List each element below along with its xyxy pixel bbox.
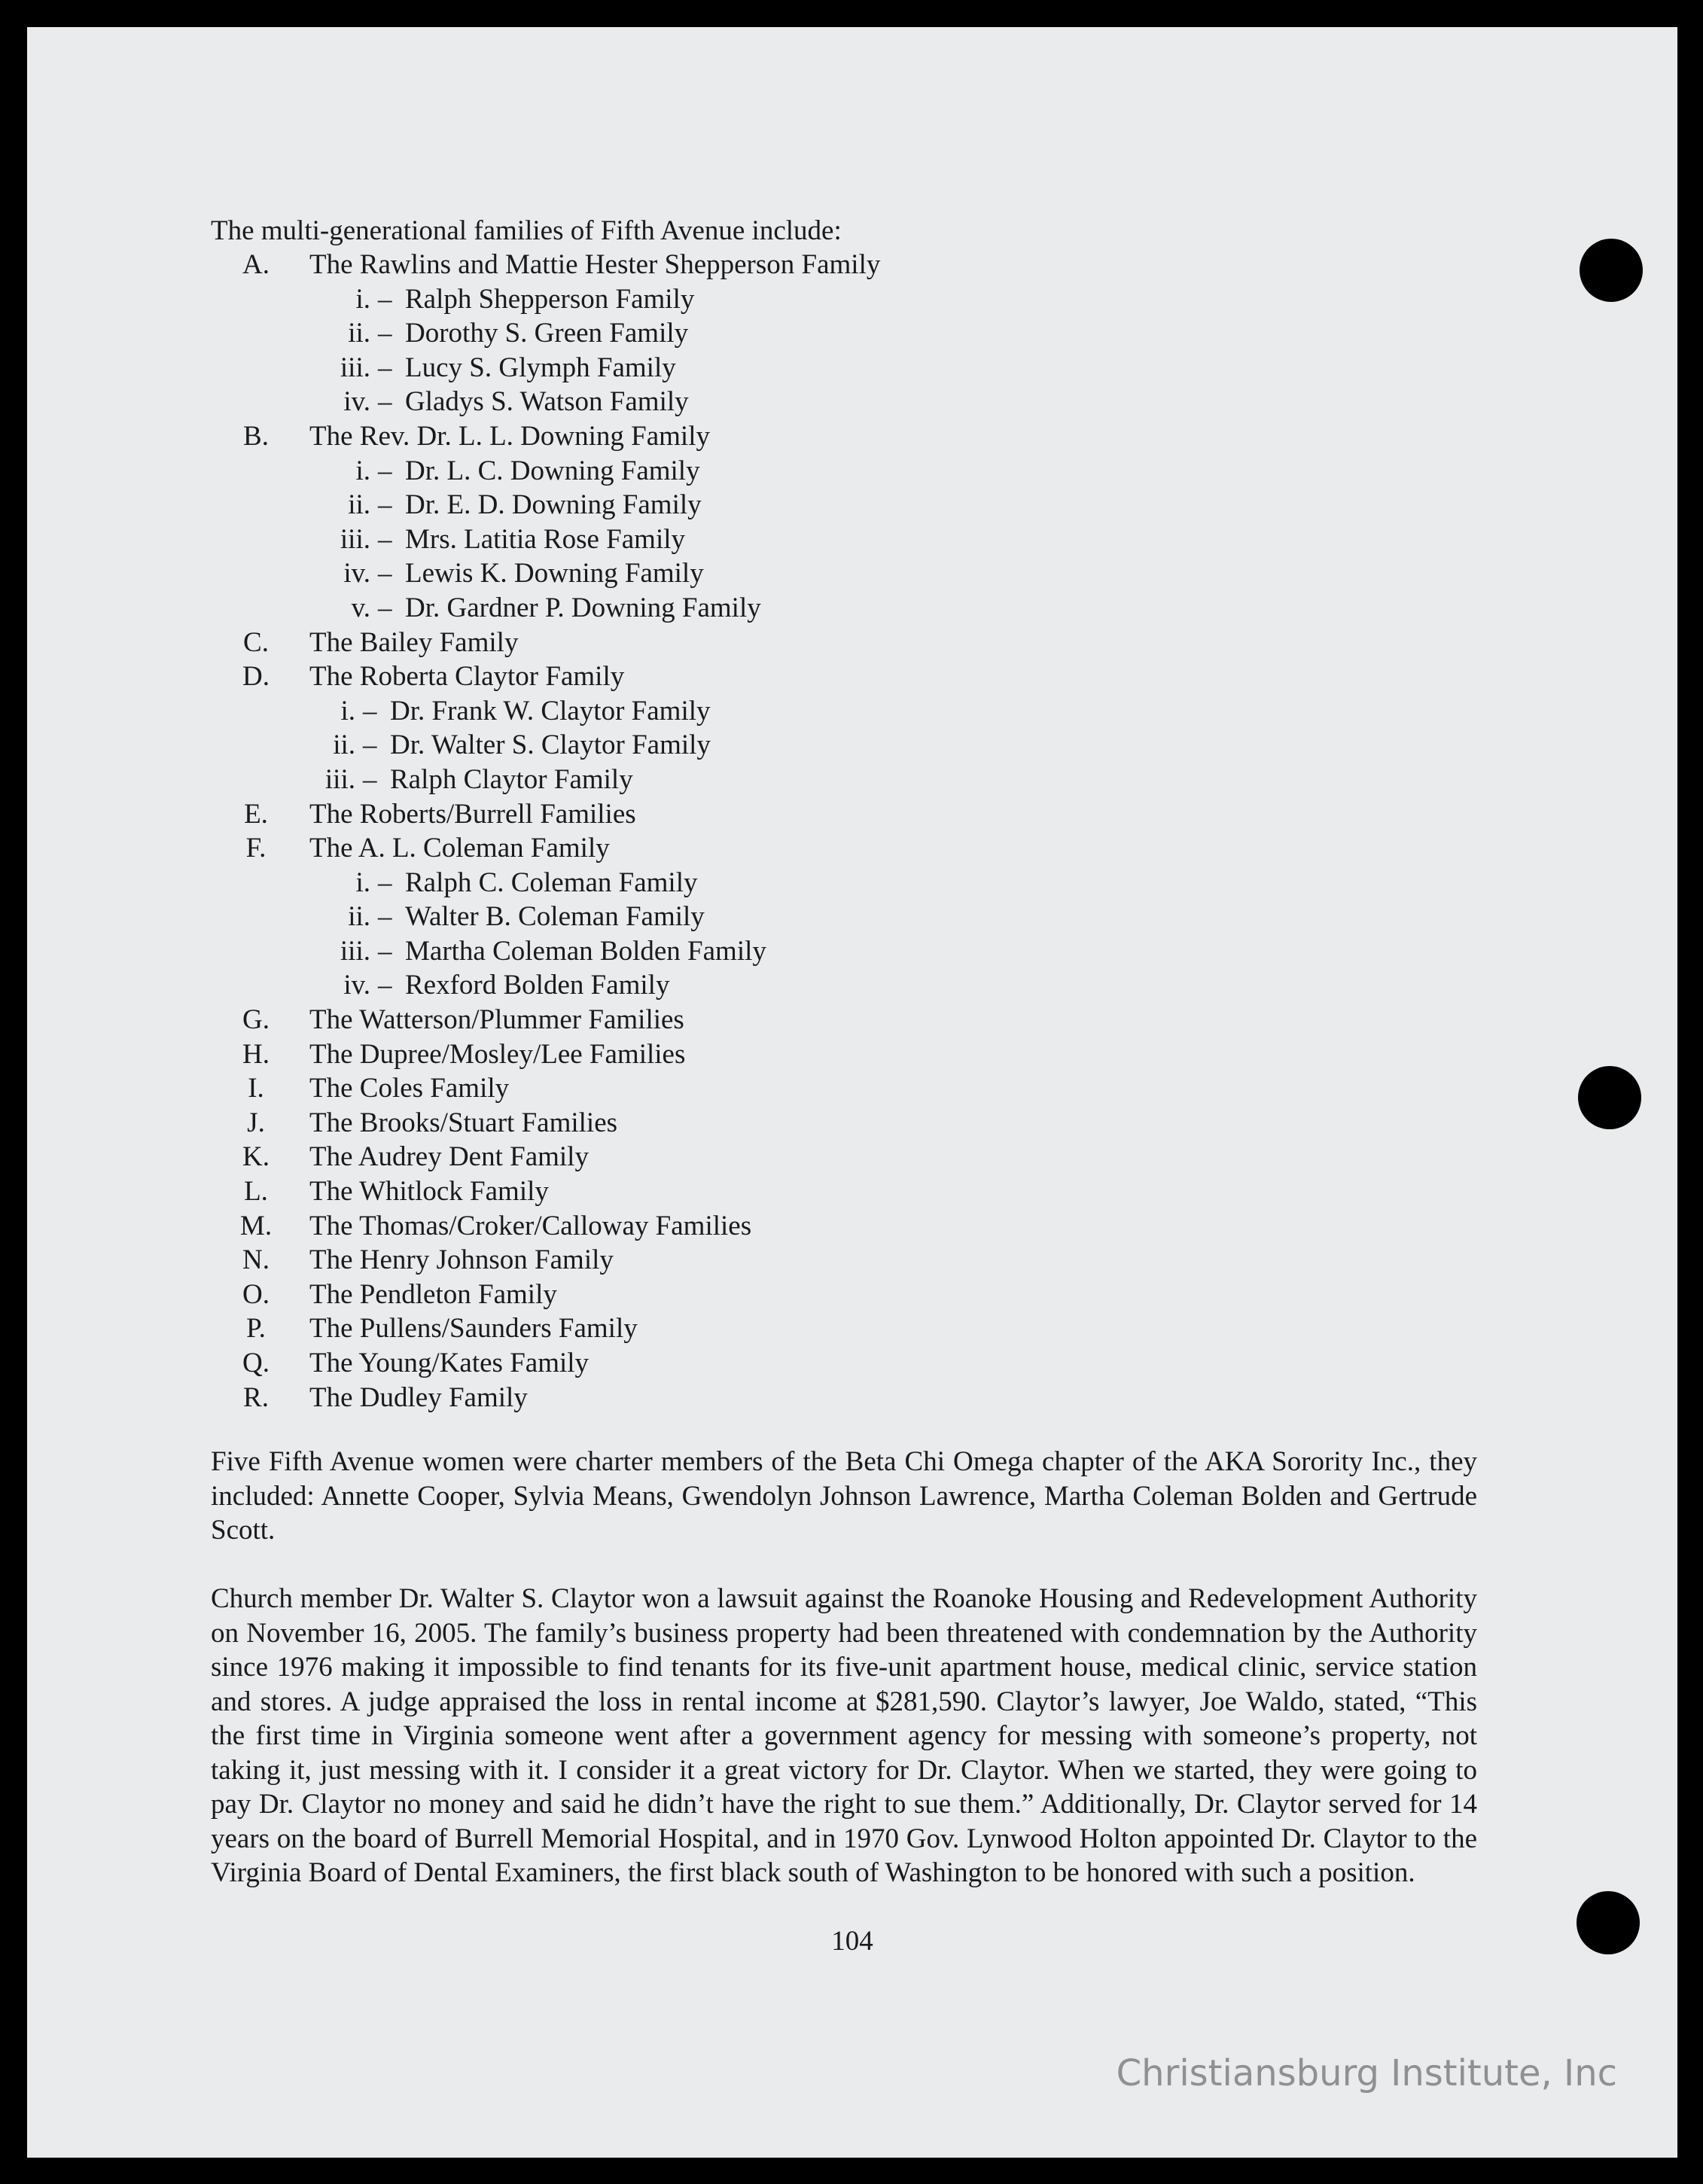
subitem-text: Ralph Claytor Family	[390, 763, 633, 795]
outline-text: The Whitlock Family	[309, 1176, 549, 1208]
outline-letter: D.	[242, 661, 270, 693]
outline-text: The Young/Kates Family	[309, 1348, 590, 1378]
subitem-numeral: iv.	[343, 558, 370, 589]
subitem-dash: –	[378, 489, 392, 521]
subitem-numeral: iv.	[343, 386, 370, 418]
outline-letter: M.	[239, 1210, 273, 1241]
outline-letter: O.	[242, 1278, 270, 1310]
outline-letter: J.	[247, 1107, 265, 1138]
subitem-text: Dr. L. C. Downing Family	[405, 455, 700, 486]
subitem-dash: –	[378, 283, 392, 315]
binder-hole-top	[1580, 239, 1643, 302]
outline-letter: F.	[245, 833, 267, 864]
outline-letter: I.	[248, 1073, 264, 1104]
outline-letter: P.	[246, 1313, 266, 1345]
subitem-numeral: iii.	[340, 352, 370, 383]
subitem-text: Dr. Gardner P. Downing Family	[405, 592, 761, 623]
subitem-text: Rexford Bolden Family	[405, 970, 670, 1001]
outline-letter: E.	[244, 798, 268, 830]
outline-letter: R.	[243, 1381, 269, 1413]
subitem-numeral: i.	[355, 455, 370, 486]
subitem-text: Dr. Walter S. Claytor Family	[390, 730, 711, 761]
subitem-numeral: i.	[355, 867, 370, 898]
outline-letter: A.	[242, 249, 270, 280]
subitem-numeral: ii.	[348, 901, 370, 933]
subitem-dash: –	[363, 695, 377, 726]
outline-text: The Rev. Dr. L. L. Downing Family	[309, 420, 710, 452]
subitem-dash: –	[363, 763, 377, 795]
subitem-text: Ralph Shepperson Family	[405, 283, 695, 315]
outline-text: The Thomas/Croker/Calloway Families	[309, 1210, 752, 1241]
subitem-dash: –	[378, 455, 392, 486]
outline-letter: L.	[244, 1176, 268, 1208]
outline-letter: C.	[243, 626, 269, 658]
outline-text: The Dupree/Mosley/Lee Families	[309, 1038, 686, 1070]
subitem-numeral: iii.	[340, 935, 370, 967]
subitem-dash: –	[378, 592, 392, 623]
subitem-dash: –	[378, 318, 392, 349]
outline-text: The Audrey Dent Family	[309, 1141, 589, 1173]
sorority-paragraph: Five Fifth Avenue women were charter members of the Beta Chi Omega chapter of the AKA Sorority Inc., they included: Annette Cooper, Sylvia Means, Gwendolyn Johnson Lawrence, Martha Coleman Bolden and Gertrude Scott.	[211, 1446, 1477, 1546]
subitem-numeral: iii.	[340, 523, 370, 555]
outline-text: The Watterson/Plummer Families	[309, 1004, 684, 1036]
subitem-numeral: iii.	[324, 763, 355, 795]
page-number: 104	[831, 1926, 873, 1957]
subitem-dash: –	[378, 558, 392, 589]
outline-text: The Rawlins and Mattie Hester Shepperson Family	[309, 249, 881, 280]
subitem-dash: –	[378, 523, 392, 555]
subitem-text: Lucy S. Glymph Family	[405, 352, 676, 383]
subitem-dash: –	[363, 730, 377, 761]
outline-text: The Henry Johnson Family	[309, 1244, 614, 1276]
subitem-text: Dr. E. D. Downing Family	[405, 489, 702, 521]
subitem-text: Gladys S. Watson Family	[405, 386, 689, 418]
outline-text: The Roberts/Burrell Families	[309, 798, 636, 830]
subitem-numeral: ii.	[348, 318, 370, 349]
subitem-numeral: v.	[351, 592, 370, 623]
outline-letter: H.	[242, 1038, 270, 1070]
outline-text: The Pendleton Family	[309, 1278, 557, 1310]
subitem-text: Walter B. Coleman Family	[405, 901, 705, 933]
binder-hole-middle	[1578, 1066, 1641, 1129]
outline-letter: K.	[242, 1141, 270, 1173]
document-page	[27, 27, 1677, 2158]
subitem-text: Lewis K. Downing Family	[405, 558, 704, 589]
subitem-numeral: ii.	[333, 730, 355, 761]
intro-line: The multi-generational families of Fifth Avenue include:	[211, 215, 842, 246]
outline-letter: N.	[242, 1244, 270, 1276]
subitem-dash: –	[378, 901, 392, 933]
outline-letter: Q.	[242, 1348, 270, 1378]
subitem-numeral: iv.	[343, 970, 370, 1001]
lawsuit-paragraph: Church member Dr. Walter S. Claytor won a lawsuit against the Roanoke Housing and Redevelopment Authority on November 16, 2005. The family’s business property had been threatened with condemnation by the Authority since 1976 making it impossible to find tenants for its five-unit apartment house, medical clinic, service station and stores. A judge appraised the loss in rental income at $281,590. Claytor’s lawyer, Joe Waldo, stated, “This the first time in Virginia someone went after a government agency for messing with someone’s property, not taking it, just messing with it. I consider it a great victory for Dr. Claytor. When we started, they were going to pay Dr. Claytor no money and said he didn’t have the right to sue them.” Additionally, Dr. Claytor served for 14 years on the board of Burrell Memorial Hospital, and in 1970 Gov. Lynwood Holton appointed Dr. Claytor to the Virginia Board of Dental Examiners, the first black south of Washington to be honored with such a position.	[211, 1583, 1477, 1888]
subitem-dash: –	[378, 867, 392, 898]
outline-text: The Bailey Family	[309, 626, 519, 658]
outline-text: The Pullens/Saunders Family	[309, 1313, 638, 1345]
outline-text: The Dudley Family	[309, 1381, 528, 1413]
subitem-text: Dr. Frank W. Claytor Family	[390, 695, 711, 726]
subitem-text: Ralph C. Coleman Family	[405, 867, 698, 898]
watermark: Christiansburg Institute, Inc	[1116, 2052, 1617, 2094]
outline-text: The Roberta Claytor Family	[309, 661, 625, 693]
subitem-text: Mrs. Latitia Rose Family	[405, 523, 686, 555]
subitem-dash: –	[378, 352, 392, 383]
outline-text: The Brooks/Stuart Families	[309, 1107, 618, 1138]
outline-letter: B.	[243, 420, 269, 452]
subitem-numeral: ii.	[348, 489, 370, 521]
subitem-text: Martha Coleman Bolden Family	[405, 935, 766, 967]
outline-letter: G.	[242, 1004, 270, 1036]
outline-text: The Coles Family	[309, 1073, 510, 1104]
outline-text: The A. L. Coleman Family	[309, 833, 610, 864]
subitem-dash: –	[378, 935, 392, 967]
subitem-dash: –	[378, 386, 392, 418]
subitem-numeral: i.	[355, 283, 370, 315]
subitem-text: Dorothy S. Green Family	[405, 318, 689, 349]
subitem-numeral: i.	[340, 695, 355, 726]
subitem-dash: –	[378, 970, 392, 1001]
